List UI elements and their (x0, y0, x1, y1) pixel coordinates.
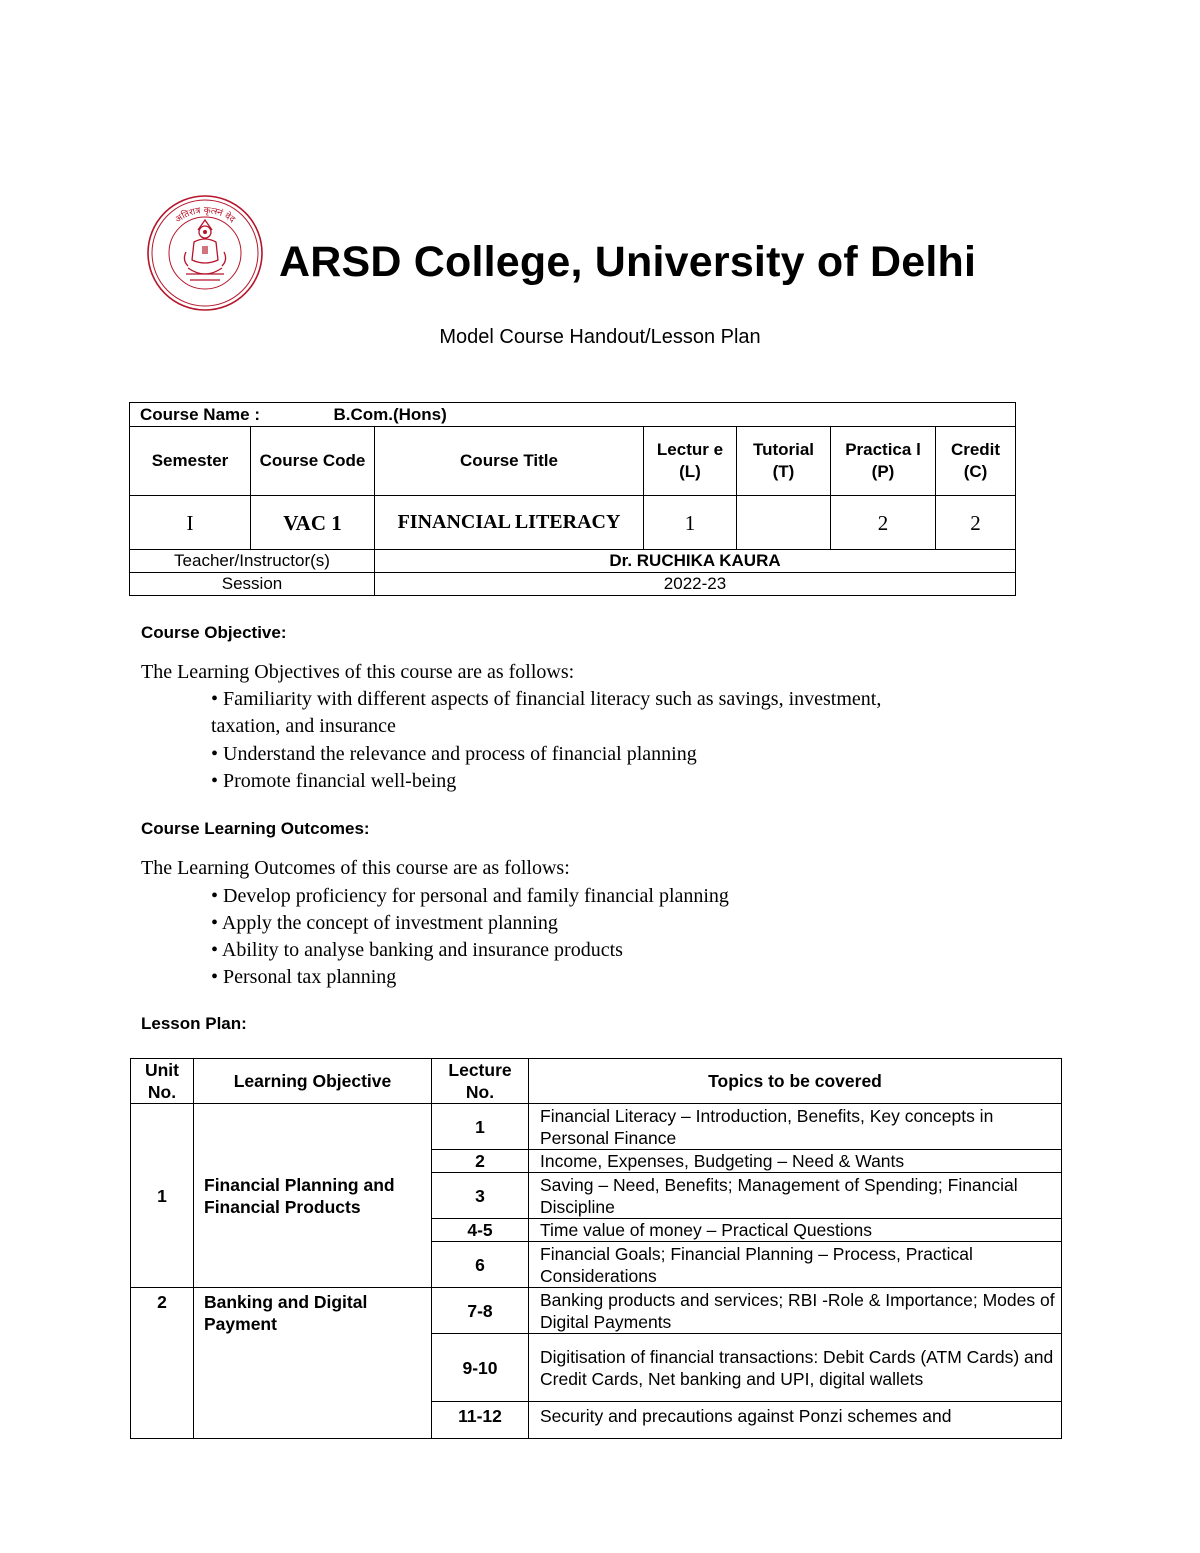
college-name: ARSD College, University of Delhi (279, 238, 977, 286)
lesson-plan-table (130, 1058, 1062, 1439)
session-label: Session (130, 573, 375, 596)
lecture-number: 6 (432, 1242, 529, 1288)
topic: Security and precautions against Ponzi schemes and (529, 1402, 1062, 1439)
lecture-number: 3 (432, 1173, 529, 1219)
header-credit: Credit (C) (936, 427, 1016, 496)
topic: Income, Expenses, Budgeting – Need & Wants (529, 1150, 1062, 1173)
lecture-value: 1 (644, 496, 737, 550)
objective-intro: The Learning Objectives of this course are as follows: (141, 661, 575, 683)
outcome-bullet: • Personal tax planning (211, 966, 397, 988)
unit-objective: Financial Planning and Financial Products (194, 1104, 432, 1288)
topic: Time value of money – Practical Questions (529, 1219, 1062, 1242)
outcome-bullet: • Apply the concept of investment planning (211, 912, 558, 934)
teacher-value: Dr. RUCHIKA KAURA (375, 550, 1016, 573)
header-tutorial: Tutorial (T) (737, 427, 831, 496)
course-name-row (130, 403, 1016, 427)
header-unit: Unit No. (131, 1059, 194, 1104)
credit-value: 2 (936, 496, 1016, 550)
handout-title: Model Course Handout/Lesson Plan (439, 326, 761, 348)
teacher-label: Teacher/Instructor(s) (130, 550, 375, 573)
practical-value: 2 (831, 496, 936, 550)
lecture-number: 9-10 (432, 1334, 529, 1402)
objective-bullet: taxation, and insurance (211, 715, 396, 737)
outcome-bullet: • Develop proficiency for personal and family financial planning (211, 885, 729, 907)
topic: Digitisation of financial transactions: Debit Cards (ATM Cards) and Credit Cards, Net banking and UPI, digital wallets (529, 1334, 1062, 1402)
table-row (131, 1288, 1062, 1334)
table-row (131, 1104, 1062, 1150)
course-name-value: B.Com.(Hons) (333, 404, 447, 424)
tutorial-value (737, 496, 831, 550)
lecture-number: 11-12 (432, 1402, 529, 1439)
unit-objective: Banking and Digital Payment (194, 1288, 432, 1439)
college-logo (142, 194, 268, 312)
unit-number: 2 (131, 1288, 194, 1439)
topic: Saving – Need, Benefits; Management of Spending; Financial Discipline (529, 1173, 1062, 1219)
course-name-label: Course Name : (140, 404, 260, 424)
header-lecture: Lectur e (L) (644, 427, 737, 496)
semester-value: I (130, 496, 251, 550)
header-practical: Practica l (P) (831, 427, 936, 496)
unit-number: 1 (131, 1104, 194, 1288)
lecture-number: 2 (432, 1150, 529, 1173)
header-semester: Semester (130, 427, 251, 496)
objective-bullet: • Promote financial well-being (211, 770, 457, 792)
course-objective-heading: Course Objective: (141, 623, 287, 642)
topic: Financial Literacy – Introduction, Benefits, Key concepts in Personal Finance (529, 1104, 1062, 1150)
header-course-title: Course Title (375, 427, 644, 496)
header-lecture-no: Lecture No. (432, 1059, 529, 1104)
outcome-bullet: • Ability to analyse banking and insurance products (211, 939, 623, 961)
lesson-plan-heading: Lesson Plan: (141, 1014, 247, 1033)
lecture-number: 7-8 (432, 1288, 529, 1334)
lecture-number: 4-5 (432, 1219, 529, 1242)
objective-bullet: • Understand the relevance and process of financial planning (211, 743, 697, 765)
course-code-value: VAC 1 (251, 496, 375, 550)
objective-bullet: • Familiarity with different aspects of financial literacy such as savings, investment, (211, 688, 882, 710)
lecture-number: 1 (432, 1104, 529, 1150)
topic: Financial Goals; Financial Planning – Process, Practical Considerations (529, 1242, 1062, 1288)
header-topics: Topics to be covered (529, 1059, 1062, 1104)
course-info-table (129, 402, 1016, 596)
session-value: 2022-23 (375, 573, 1016, 596)
course-title-value: FINANCIAL LITERACY (375, 496, 644, 550)
header-learning-objective: Learning Objective (194, 1059, 432, 1104)
header-course-code: Course Code (251, 427, 375, 496)
topic: Banking products and services; RBI -Role & Importance; Modes of Digital Payments (529, 1288, 1062, 1334)
learning-outcomes-heading: Course Learning Outcomes: (141, 819, 370, 838)
svg-text:अतिरात्र कृत्स्नं वेद: अतिरात्र कृत्स्नं वेद (173, 205, 237, 226)
outcomes-intro: The Learning Outcomes of this course are as follows: (141, 857, 570, 879)
